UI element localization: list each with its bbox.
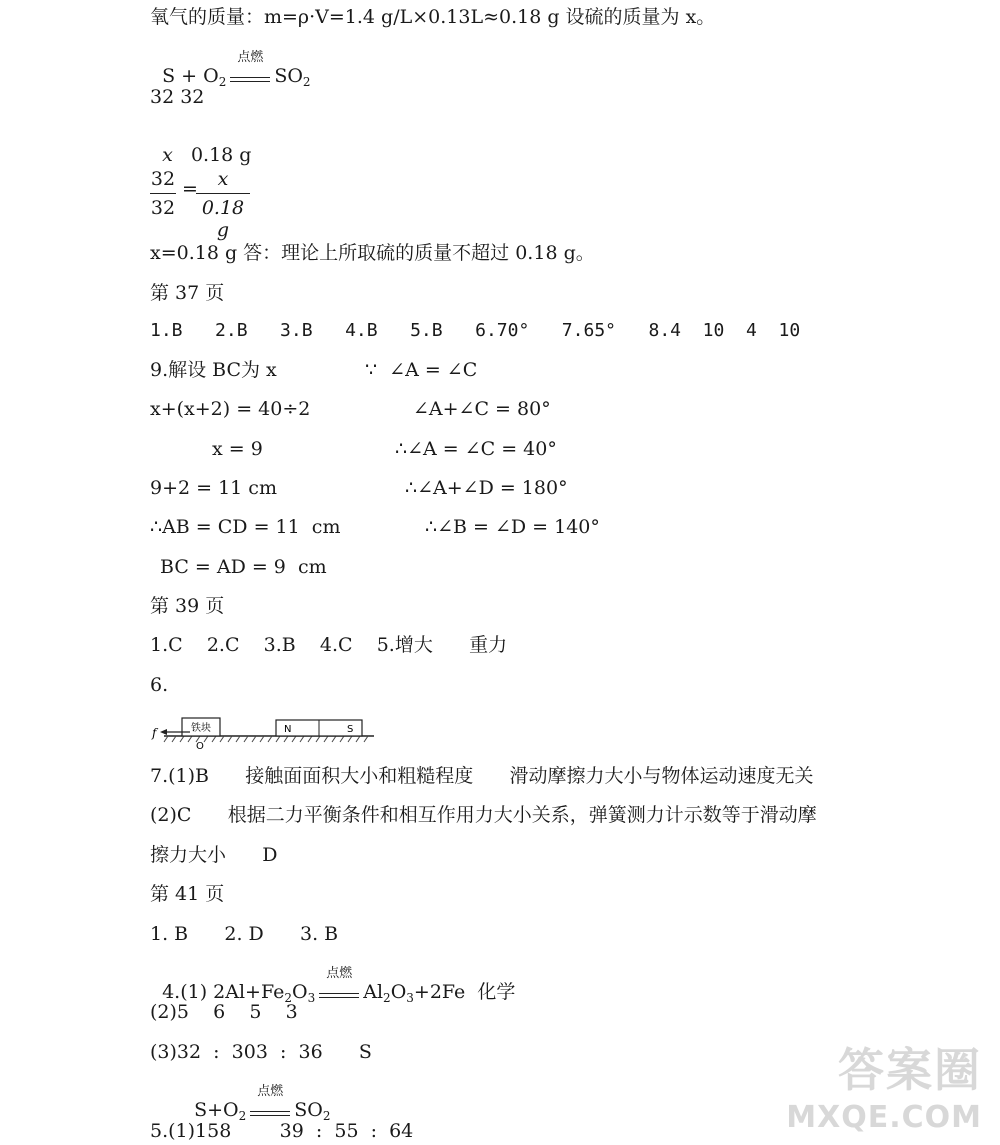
text-line: 擦力大小 D [150,844,278,866]
text-line: ∴∠A+∠D = 180° [405,477,568,499]
text-line: ∴∠A = ∠C = 40° [395,438,557,460]
reaction-condition: 点燃 [319,983,359,998]
text-line: 9+2 = 11 cm [150,477,277,499]
text-line: BC = AD = 9 cm [160,556,327,578]
chem-equation: $S+O_2$ 点燃 $SO_2$ [194,1084,331,1123]
page-heading: 第 41 页 [150,883,225,905]
text-line: ∴AB = CD = 11 cm [150,516,341,538]
text-line: 氧气的质量：m=ρ·V=1.4 g/L×0.13L≈0.18 g 设硫的质量为 x。 [150,6,716,28]
text-line: 6. [150,674,169,696]
iron-block-label: 铁块 [191,723,211,734]
magnet-s-label: S [347,724,354,735]
text-line: x = 9 [212,438,263,460]
text-line: 7.(1)B 接触面面积大小和粗糙程度 滑动摩擦力大小与物体运动速度无关 [150,765,814,787]
text-line: (3)32 : 303 : 36 S [150,1041,372,1063]
force-f-label: f [152,726,157,740]
text-line: 9.解设 BC为 x [150,359,277,381]
text-line: 5.(1)158 39 : 55 : 64 [150,1120,414,1142]
text-line: 1.C 2.C 3.B 4.C 5.增大 重力 [150,634,508,656]
page-heading: 第 37 页 [150,282,225,304]
text-line: ∵ ∠A = ∠C [365,359,478,381]
magnet-n-label: N [284,724,292,735]
text-line: x 0.18 g [162,144,252,166]
chem-equation: 4.(1) $2Al+Fe_2O_3$ 点燃 $Al_2O_3+2Fe$ 化学 [162,966,516,1005]
equals-sign: = [182,178,198,200]
fraction-left: 32 32 [150,168,176,219]
watermark-url: MXQE.COM [786,1100,982,1135]
text-line: ∴∠B = ∠D = 140° [425,516,600,538]
text-line: (2)C 根据二力平衡条件和相互作用力大小关系，弹簧测力计示数等于滑动摩 [150,804,817,826]
point-o-label: O [196,741,204,750]
text-line: x=0.18 g 答：理论上所取硫的质量不超过 0.18 g。 [150,242,595,264]
fraction-right: x 0.18 g [196,168,250,241]
text-line: 32 32 [150,86,205,108]
reaction-condition: 点燃 [250,1101,290,1116]
watermark-logo: 答案圈 [838,1043,982,1097]
text-line: (2)5 6 5 3 [150,1001,298,1023]
chem-equation: $S + O_2$ 点燃 $SO_2$ [162,50,311,89]
reaction-condition: 点燃 [230,67,270,82]
friction-diagram [150,712,380,750]
text-line: ∠A+∠C = 80° [413,398,551,420]
text-line: x+(x+2) = 40÷2 [150,398,311,420]
text-line: 1. B 2. D 3. B [150,923,339,945]
watermark [786,1034,982,1135]
text-line: 1.B 2.B 3.B 4.B 5.B 6.70° 7.65° 8.4 10 4 10 [150,320,801,341]
page-heading: 第 39 页 [150,595,225,617]
